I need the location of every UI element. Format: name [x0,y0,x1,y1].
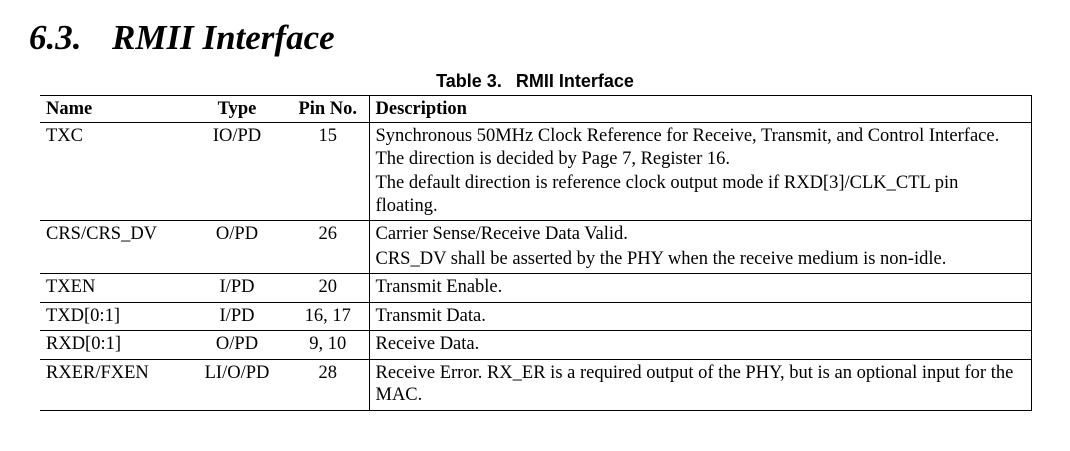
table-row [40,302,1031,331]
pin-number-cell: 9, 10 [287,331,369,360]
pin-number-cell: 20 [287,274,369,303]
pin-number-cell: 16, 17 [287,302,369,331]
pin-name-cell: RXD[0:1] [40,331,187,360]
header-type: Type [187,96,287,123]
rmii-pin-table [40,95,1032,411]
header-pin-no: Pin No. [287,96,369,123]
table-caption-title: RMII Interface [515,71,634,91]
pin-type-cell: I/PD [187,274,287,303]
description-paragraph: Receive Data. [375,334,480,354]
description-paragraph: Synchronous 50MHz Clock Reference for Receive, Transmit, and Control Interface. The direction is decided by Page 7, Register 16. [375,126,1000,169]
header-description: Description [369,96,1031,123]
pin-number-cell: 26 [287,221,369,274]
description-paragraph: Carrier Sense/Receive Data Valid. [375,224,628,244]
pin-name-cell: TXEN [40,274,187,303]
section-number: 6.3. [29,18,82,57]
pin-type-cell: O/PD [187,221,287,274]
pin-description-cell [369,359,1031,410]
table-row [40,123,1031,221]
pin-number-cell: 28 [287,359,369,410]
section-title: RMII Interface [112,18,335,57]
pin-description-cell [369,221,1031,274]
pin-type-cell: I/PD [187,302,287,331]
pin-description-cell [369,274,1031,303]
description-paragraph: The default direction is reference clock output mode if RXD[3]/CLK_CTL pin floating. [375,173,959,216]
description-paragraph: Transmit Data. [375,305,486,326]
pin-type-cell: O/PD [187,331,287,360]
pin-name-cell: TXC [40,123,187,221]
table-row [40,359,1031,410]
section-heading [29,16,335,60]
table-row [40,221,1031,274]
table-row [40,274,1031,303]
pin-type-cell: IO/PD [187,123,287,221]
description-paragraph: Receive Error. RX_ER is a required output of the PHY, but is an optional input for the MAC. [375,362,1014,405]
description-paragraph: CRS_DV shall be asserted by the PHY when the receive medium is non-idle. [375,248,947,269]
table-body [40,123,1031,411]
pin-name-cell: RXER/FXEN [40,359,187,410]
description-paragraph: Transmit Enable. [375,277,503,297]
pin-name-cell: TXD[0:1] [40,302,187,331]
table-header-row [40,96,1031,123]
pin-description-cell [369,331,1031,360]
header-name: Name [40,96,187,123]
table-row [40,331,1031,360]
table-caption-number: Table 3. [436,71,502,91]
table-caption [0,69,1070,93]
pin-number-cell: 15 [287,123,369,221]
pin-description-cell [369,302,1031,331]
pin-name-cell: CRS/CRS_DV [40,221,187,274]
pin-description-cell [369,123,1031,221]
pin-type-cell: LI/O/PD [187,359,287,410]
